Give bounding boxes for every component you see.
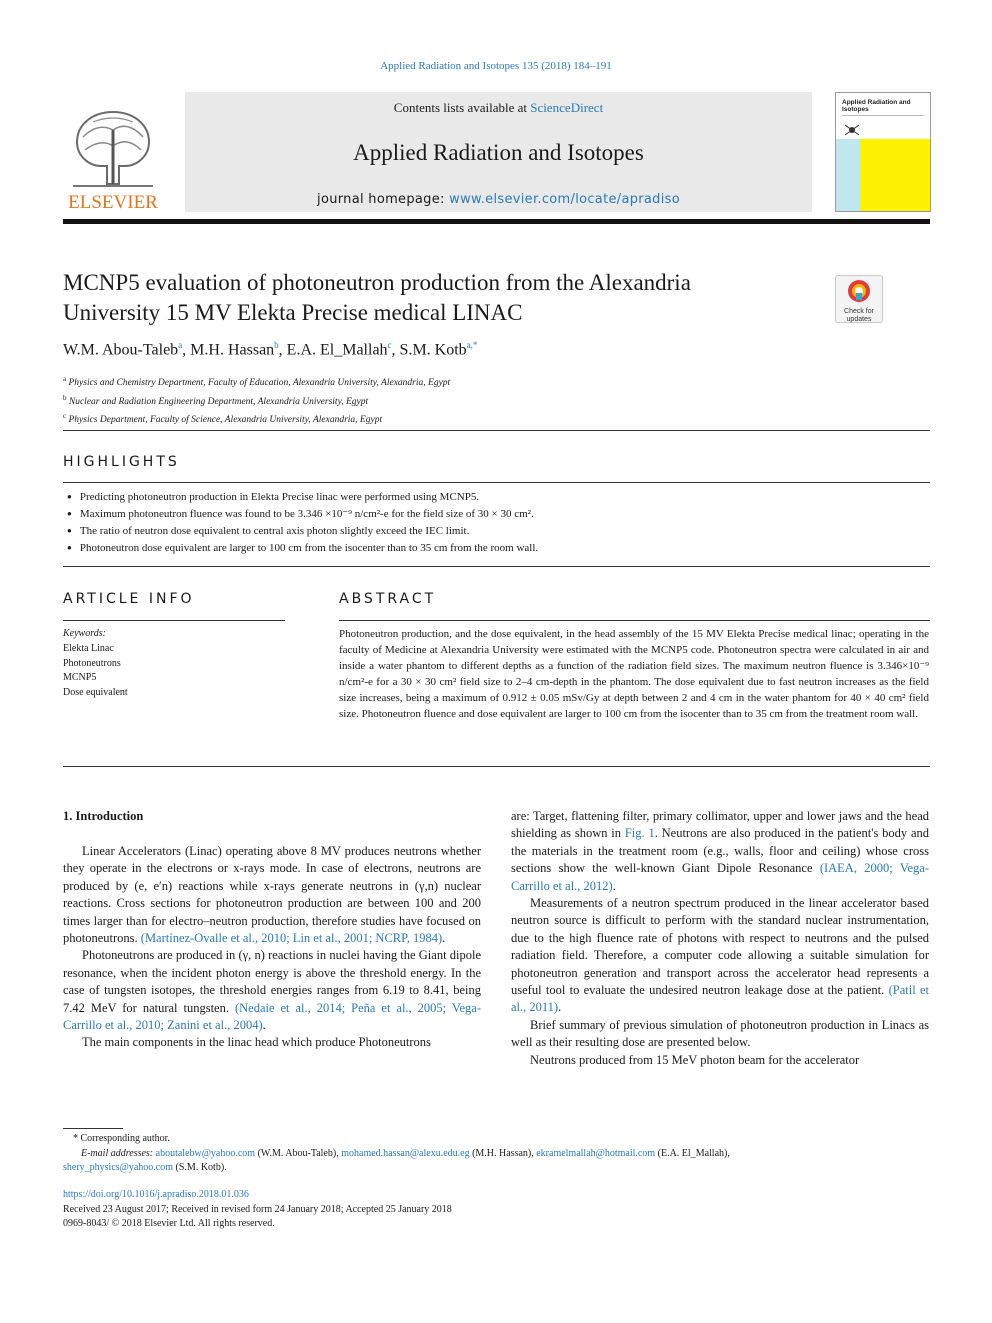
publication-info (63, 1188, 452, 1232)
paragraph: Photoneutrons are produced in (γ, n) reactions in nuclei having the Giant dipole resonance, when the incident photon energy is above the threshold energy. In the case of tungsten isotopes, the threshold energies ranges from 6.19 to 8.41, being 7.42 MeV for natural tungsten. (Nedaie et al., 2014; Peña et al., 2005; Vega-Carrillo et al., 2010; Zanini et al., 2004). (63, 948, 482, 1033)
author[interactable]: M.H. Hassan (190, 341, 275, 359)
affiliation: $^c$ Physics Department, Faculty of Science, Alexandria University, Alexandria, Egypt (63, 412, 383, 426)
received-dates: Received 23 August 2017; Received in revised form 24 January 2018; Accepted 25 January 2018 (63, 1203, 452, 1215)
highlights-list (67, 489, 927, 557)
keyword: Photoneutrons (63, 657, 121, 669)
keyword: MCNP5 (63, 672, 97, 683)
homepage-link[interactable]: www.elsevier.com/locate/apradiso (449, 192, 680, 207)
divider (63, 430, 930, 431)
paragraph: are: Target, flattening filter, primary collimator, upper and lower jaws and the head shielding as shown in Fig. 1. Neutrons are also produced in the patient's body and the materials in the treatment room (e.g., walls, floor and ceiling) whose cross sections show the well-known Giant Dipole Resonance (IAEA, 2000; Vega-Carrillo et al., 2012). (511, 809, 929, 893)
check-updates-icon (847, 279, 871, 303)
affiliations (63, 372, 450, 428)
keywords-list (63, 642, 128, 700)
doi-link[interactable]: https://doi.org/10.1016/j.apradiso.2018.01.036 (63, 1189, 249, 1200)
sciencedirect-link[interactable]: ScienceDirect (530, 100, 604, 115)
body-column-right (511, 808, 929, 1069)
email-link[interactable]: ekramelmallah@hotmail.com (536, 1147, 656, 1159)
paragraph: Linear Accelerators (Linac) operating above 8 MV produces neutrons whether they operate in the electrons or x-rays mode. In case of electrons, neutrons are produced by (e, e′n) reactions while x-rays generate neutrons in (γ,n) nuclear reactions. Cross sections for photoneutron production are between 100 and 200 times larger than for electro–neutron production, therefore studies have focused on photoneutrons. (Martínez-Ovalle et al., 2010; Lin et al., 2001; NCRP, 1984). (63, 844, 481, 946)
highlights-heading: HIGHLIGHTS (63, 454, 180, 470)
email-link[interactable]: shery_physics@yahoo.com (63, 1162, 174, 1173)
elsevier-logo (63, 92, 163, 214)
paragraph: Neutrons produced from 15 MeV photon beam for the accelerator (530, 1052, 860, 1067)
journal-cover-thumbnail[interactable] (835, 92, 931, 212)
divider (63, 766, 930, 767)
paragraph: Brief summary of previous simulation of photoneutron production in Linacs as well as their resulting dose are presented below. (511, 1017, 929, 1050)
reference-link[interactable]: (Nedaie et al., 2014; Peña et al., 2005; Vega-Carrillo et al., 2010; Zanini et al., 2004) (63, 1000, 482, 1033)
paragraph: Measurements of a neutron spectrum produced in the linear accelerator based neutron source is difficult to perform with the standard nuclear instrumentation, due to the high fluence rate of photons with respect to neutrons and the pulsed radiation field. Therefore, a computer code allowing a suitable simulation for photoneutron generation and transport across the accelerator head represents a useful tool to evaluate the undesired neutron leakage dose at the patient. (Patil et al., 2011). (511, 896, 930, 1015)
author[interactable]: S.M. Kotb (399, 341, 467, 359)
highlight-item: ● Maximum photoneutron fluence was found to be 3.346 ×10⁻⁹ n/cm²-e for the field size of 30 × 30 cm². (67, 506, 927, 523)
journal-homepage: journal homepage: www.elsevier.com/locate/apradiso (317, 192, 680, 207)
abstract-heading: ABSTRACT (339, 591, 437, 607)
paragraph: The main components in the linac head which produce Photoneutrons (82, 1035, 431, 1050)
divider (63, 566, 930, 567)
copyright: 0969-8043/ © 2018 Elsevier Ltd. All rights reserved. (63, 1218, 275, 1229)
affiliation: $^b$ Nuclear and Radiation Engineering Department, Alexandria University, Egypt (63, 393, 369, 407)
article-title: MCNP5 evaluation of photoneutron production from the Alexandria University 15 MV Elekta Precise medical LINAC (63, 270, 691, 325)
divider (339, 620, 930, 621)
article-info-heading: ARTICLE INFO (63, 591, 195, 607)
header-rule (63, 219, 930, 224)
abstract-text: Photoneutron production, and the dose equivalent, in the head assembly of the 15 MV Elekta Precise medical linac; operating in the faculty of Medicine at Alexandria University were estimated with the MCNP5 code. Photoneutron spectra were calculated in air and inside a water phantom to different depths as a function of the radiation field sizes. The maximum neutron fluence is 3.346×10⁻⁹ n/cm²-e for a 30 × 30 cm² field size to 2–4 cm-depth in the phantom. The dose equivalent due to fast neutron increases as the field size increases, being a maximum of 0.912 ± 0.05 mSv/Gy at depth between 2 and 4 cm in the water phantom for 40 × 40 cm² field size. Photoneutron fluence and dose equivalent are larger to 100 cm from the isocenter than to 35 cm from the treatment room wall. (339, 628, 929, 720)
cover-molecule-icon (844, 123, 860, 137)
figure-link[interactable]: Fig. 1 (624, 826, 655, 841)
reference-link[interactable]: (Patil et al., 2011) (511, 983, 930, 1015)
footnote-rule (63, 1128, 123, 1129)
highlight-item: ● Photoneutron dose equivalent are larger to 100 cm from the isocenter than to 35 cm from the room wall. (67, 540, 927, 557)
journal-citation[interactable]: Applied Radiation and Isotopes 135 (2018) 184–191 (380, 60, 612, 72)
highlight-item: ● Predicting photoneutron production in Elekta Precise linac were performed using MCNP5. (67, 489, 927, 506)
elsevier-tree-icon (63, 92, 163, 214)
journal-name: Applied Radiation and Isotopes (353, 140, 644, 165)
footnotes: * Corresponding author. E-mail addresses: aboutalebw@yahoo.com (W.M. Abou-Taleb), mohamed.hassan@alexu.edu.eg (M.H. Hassan), ekramelmallah@hotmail.com (E.A. El_Mallah), shery_physics@yahoo.com (S.M. Kotb). (63, 1132, 930, 1176)
divider (63, 620, 285, 621)
check-for-updates-badge[interactable] (835, 275, 883, 323)
cover-title: Applied Radiation and Isotopes (842, 99, 911, 113)
contents-line: Contents lists available at ScienceDirect (393, 100, 604, 115)
keyword: Elekta Linac (63, 643, 114, 654)
corresponding-note: * Corresponding author. (73, 1133, 170, 1144)
body-column-left (63, 843, 481, 1052)
keywords-label: Keywords: (63, 628, 106, 639)
elsevier-wordmark: ELSEVIER (68, 192, 158, 213)
keyword: Dose equivalent (63, 686, 128, 698)
author[interactable]: E.A. El_Mallah (286, 341, 388, 359)
email-link[interactable]: aboutalebw@yahoo.com (155, 1147, 256, 1159)
author[interactable]: W.M. Abou-Taleb (63, 341, 179, 359)
email-addresses: E-mail addresses: aboutalebw@yahoo.com (W.M. Abou-Taleb), mohamed.hassan@alexu.edu.eg (M.H. Hassan), ekramelmallah@hotmail.com (E.A. El_Mallah), (81, 1147, 730, 1159)
author-list: W.M. Abou-Taleb$^a$, M.H. Hassan$^b$, E.A. El_Mallah$^c$, S.M. Kotb$^{a,*}$ (63, 340, 478, 359)
email-link[interactable]: mohamed.hassan@alexu.edu.eg (341, 1147, 470, 1159)
reference-link[interactable]: (Martínez-Ovalle et al., 2010; Lin et al., 2001; NCRP, 1984) (140, 931, 443, 946)
badge-label: Check for updates (844, 308, 874, 323)
reference-link[interactable]: (IAEA, 2000; Vega-Carrillo et al., 2012) (511, 861, 929, 893)
section-heading: 1. Introduction (63, 809, 144, 823)
divider (63, 482, 930, 483)
affiliation: $^a$ Physics and Chemistry Department, Faculty of Education, Alexandria University, Alexandria, Egypt (63, 375, 451, 389)
highlight-item: ● The ratio of neutron dose equivalent to central axis photon slightly exceed the IEC limit. (67, 523, 927, 540)
